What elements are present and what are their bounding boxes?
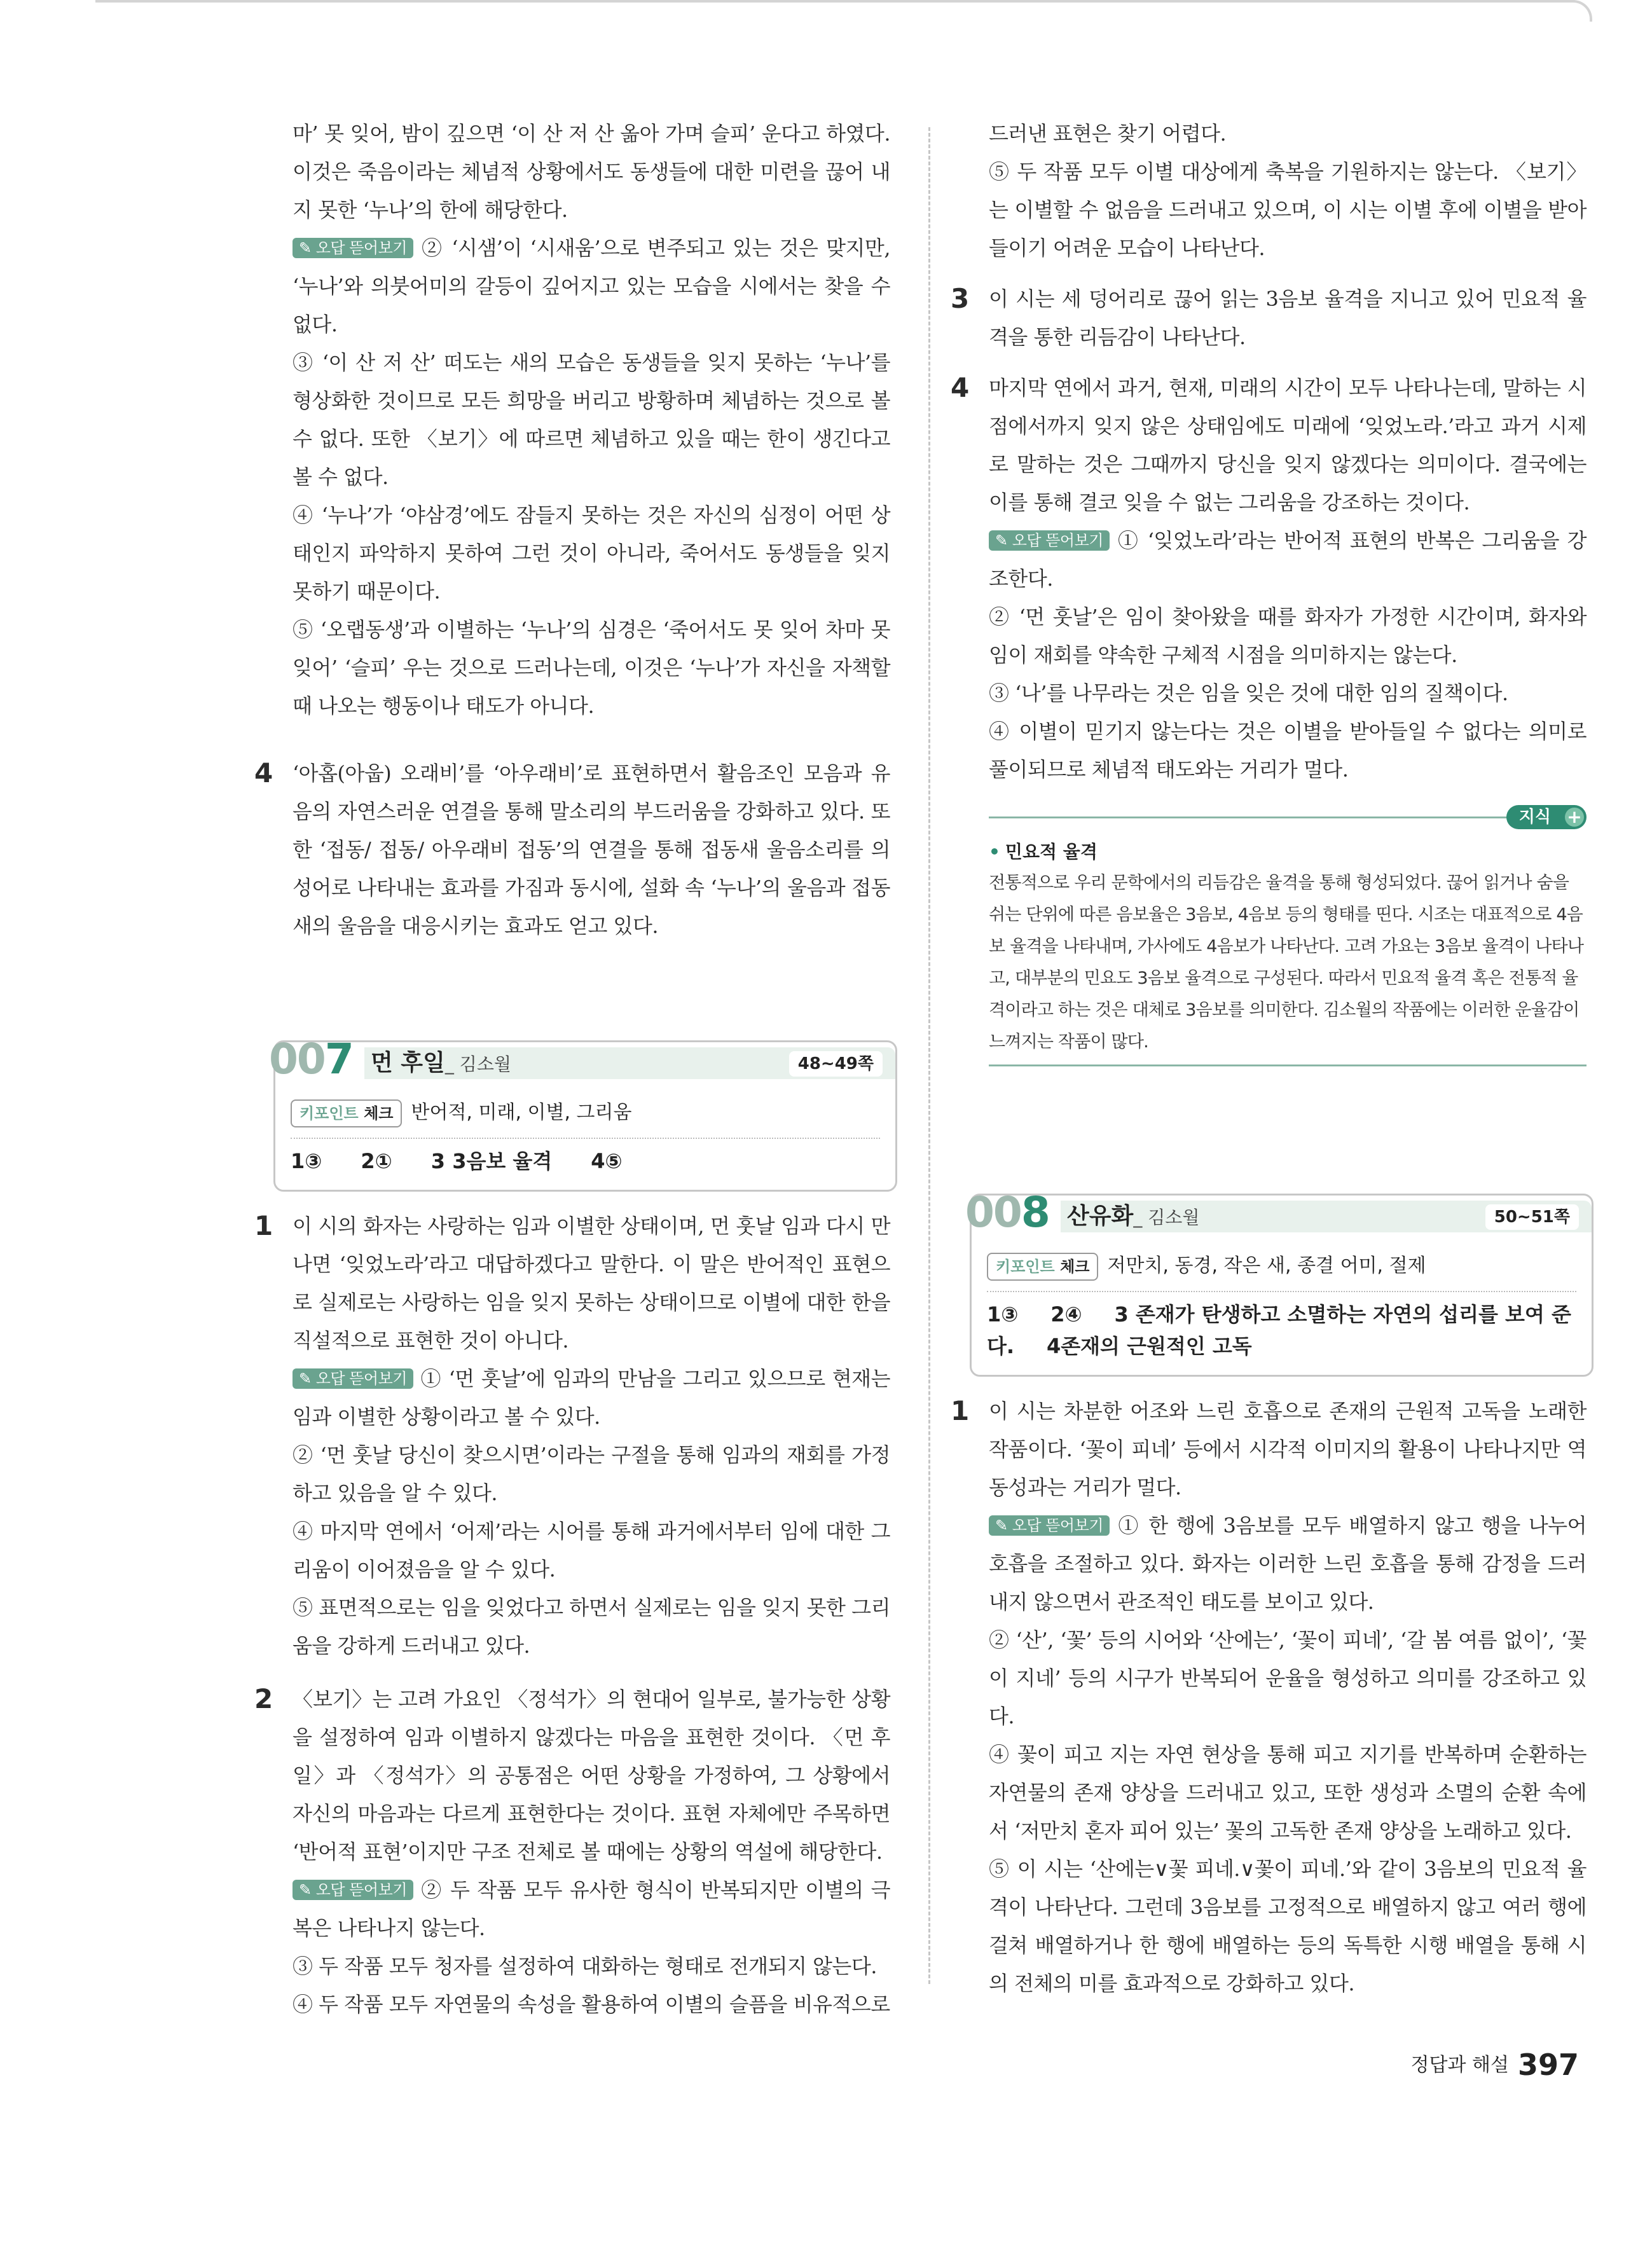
question-number: 1 (951, 1395, 970, 1426)
explanation-5: ⑤ 표면적으로는 임을 잊었다고 하면서 실제로는 임을 잊지 못한 그리움을 강하게 드러내고 있다. (293, 1595, 890, 1658)
page-number: 397 (1517, 2048, 1579, 2082)
answer-text: 이 시는 세 덩어리로 끊어 읽는 3음보 율격을 지니고 있어 민요적 율격을 통한 리듬감이 나타난다. (989, 287, 1587, 349)
explanation-3: ③ ‘나’를 나무라는 것은 임을 잊은 것에 대한 임의 질책이다. (989, 681, 1508, 705)
explanation-2: ② ‘먼 훗날’은 임이 찾아왔을 때를 화자가 가정한 시간이며, 화자와 임이 재회를 약속한 구체적 시점을 의미하지는 않는다. (989, 605, 1587, 667)
right-column (951, 114, 1587, 2002)
keypoint-check (972, 1246, 1592, 1282)
wrong-answer-explanation: ✎ 오답 뜯어보기 ① ‘먼 훗날’에 임과의 만남을 그리고 있으므로 현재는 임과 이별한 상황이라고 볼 수 있다. (293, 1367, 890, 1429)
explanation-3: ③ 두 작품 모두 청자를 설정하여 대화하는 형태로 전개되지 않는다. (293, 1954, 877, 1978)
question-number: 2 (254, 1683, 273, 1714)
question-4-answer (951, 369, 1587, 789)
keywords: 저만치, 동경, 작은 새, 종결 어미, 절제 (1107, 1255, 1426, 1277)
explanation-5: ⑤ 이 시는 ‘산에는∨꽃 피네.∨꽃이 피네.’와 같이 3음보의 민요적 율격이 나타난다. 그런데 3음보를 고정적으로 배열하지 않고 여러 행에 걸쳐 배열하거나 한 행에 배열하는 등의 독특한 시행 배열을 통해 시의 전체의 미를 효과적으로 강화하고 있다. (989, 1857, 1587, 1995)
explanation-2: ② ‘먼 훗날 당신이 찾으시면’이라는 구절을 통해 임과의 재회를 가정하고 있음을 알 수 있다. (293, 1443, 890, 1505)
continued-text: 드러낸 표현은 찾기 어렵다. (989, 121, 1227, 146)
knowledge-box (989, 804, 1587, 1066)
wrong-answer-badge: ✎ 오답 뜯어보기 (293, 1368, 413, 1389)
section-pages: 50~51쪽 (1485, 1204, 1579, 1230)
explanation-5: ⑤ 두 작품 모두 이별 대상에게 축복을 기원하지는 않는다. 〈보기〉는 이별할 수 없음을 드러내고 있으며, 이 시는 이별 후에 이별을 받아들이기 어려운 모습이 나타난다. (989, 160, 1587, 260)
knowledge-title: • 민요적 율격 (989, 841, 1098, 862)
question-1-answer (951, 1392, 1587, 2002)
question-3-answer (951, 280, 1587, 356)
section-008-header (965, 1188, 1593, 1377)
wrong-answer-explanation: ✎ 오답 뜯어보기 ② 두 작품 모두 유사한 형식이 반복되지만 이별의 극복은 나타나지 않는다. (293, 1878, 890, 1940)
wrong-answer-explanation: ✎ 오답 뜯어보기 ① ‘잊었노라’라는 반어적 표현의 반복은 그리움을 강조한다. (989, 528, 1587, 591)
answer-text: 마지막 연에서 과거, 현재, 미래의 시간이 모두 나타나는데, 말하는 시점에서까지 잊지 않은 상태임에도 미래에 ‘잊었노라.’라고 과거 시제로 말하는 것은 그때까지 당신을 잊지 않겠다는 의미이다. 결국에는 이를 통해 결코 잊을 수 없는 그리움을 강조하는 것이다. (989, 376, 1587, 514)
page-frame (95, 0, 1592, 22)
question-number: 3 (951, 283, 970, 314)
keywords: 반어적, 미래, 이별, 그리움 (411, 1101, 632, 1124)
answer-text: 이 시의 화자는 사랑하는 임과 이별한 상태이며, 먼 훗날 임과 다시 만나면 ‘잊었노라’라고 대답하겠다고 말한다. 이 말은 반어적인 표현으로 실제로는 사랑하는 임을 잊지 못하는 상태이므로 이별에 대한 한을 직설적으로 표현한 것이 아니다. (293, 1214, 890, 1353)
page-footer (1411, 2048, 1579, 2082)
answer-text: 〈보기〉는 고려 가요인 〈정석가〉의 현대어 일부로, 불가능한 상황을 설정하여 임과 이별하지 않겠다는 마음을 표현한 것이다. 〈먼 후일〉과 〈정석가〉의 공통점은 어떤 상황을 가정하여, 그 상황에서 자신의 마음과는 다르게 표현한다는 것이다. 표현 자체에만 주목하면 ‘반어적 표현’이지만 구조 전체로 볼 때에는 상황의 역설에 해당한다. (293, 1687, 890, 1864)
section-pages: 48~49쪽 (789, 1051, 883, 1077)
keypoint-check (275, 1093, 895, 1129)
question-number: 1 (254, 1210, 273, 1241)
explanation-5: ⑤ ‘오랩동생’과 이별하는 ‘누나’의 심경은 ‘죽어서도 못 잊어 차마 못 잊어’ ‘슬피’ 우는 것으로 드러나는데, 이것은 ‘누나’가 자신을 자책할 때 나오는 행동이나 태도가 아니다. (293, 617, 890, 718)
question-number: 4 (951, 372, 970, 403)
question-1-answer (254, 1207, 890, 1665)
section-007-header (269, 1035, 897, 1192)
wrong-answer-badge: ✎ 오답 뜯어보기 (293, 238, 413, 258)
answer-text: 이 시는 차분한 어조와 느린 호흡으로 존재의 근원적 고독을 노래한 작품이다. ‘꽃이 피네’ 등에서 시각적 이미지의 활용이 나타나지만 역동성과는 거리가 멀다. (989, 1399, 1587, 1499)
plus-icon: + (1565, 808, 1584, 827)
wrong-answer-badge: ✎ 오답 뜯어보기 (293, 1880, 413, 1900)
question-4-answer (254, 754, 890, 945)
explanation-3: ③ ‘이 산 저 산’ 떠도는 새의 모습은 동생들을 잊지 못하는 ‘누나’를 형상화한 것이므로 모든 희망을 버리고 방황하며 체념하는 것으로 볼 수 없다. 또한 〈보기〉에 따르면 체념하고 있을 때는 한이 생긴다고 볼 수 없다. (293, 350, 890, 489)
answer-text: ‘아홉(아웁) 오래비’를 ‘아우래비’로 표현하면서 활음조인 모음과 유음의 자연스러운 연결을 통해 말소리의 부드러움을 강화하고 있다. 또한 ‘접동/ 접동/ 아우래비 접동’의 연결을 통해 접동새 울음소리를 의성어로 나타내는 효과를 가짐과 동시에, 설화 속 ‘누나’의 울음과 접동새의 울음을 대응시키는 효과도 얻고 있다. (293, 761, 890, 938)
column-divider (928, 127, 930, 1984)
explanation-4: ④ ‘누나’가 ‘야삼경’에도 잠들지 못하는 것은 자신의 심정이 어떤 상태인지 파악하지 못하여 그런 것이 아니라, 죽어서도 동생들을 잊지 못하기 때문이다. (293, 503, 890, 603)
explanation-4: ④ 두 작품 모두 자연물의 속성을 활용하여 이별의 슬픔을 비유적으로 (293, 1992, 890, 2016)
explanation-4: ④ 꽃이 피고 지는 자연 현상을 통해 피고 지기를 반복하며 순환하는 자연물의 존재 양상을 드러내고 있고, 또한 생성과 소멸의 순환 속에서 ‘저만치 혼자 피어 있는’ 꽃의 고독한 존재 양상을 노래하고 있다. (989, 1742, 1587, 1843)
answer-summary: 1③ 2④ 3 존재가 탄생하고 소멸하는 자연의 섭리를 보여 준다. 4존재의 근원적인 고독 (987, 1302, 1571, 1358)
knowledge-tag: 지식 (1506, 805, 1587, 829)
section-title: 먼 후일_ 김소월 (371, 1050, 511, 1076)
explanation-2: ② ‘산’, ‘꽃’ 등의 시어와 ‘산에는’, ‘꽃이 피네’, ‘갈 봄 여름 없이’, ‘꽃이 지네’ 등의 시구가 반복되어 운율을 형성하고 의미를 강조하고 있다. (989, 1628, 1587, 1728)
wrong-answer-badge: ✎ 오답 뜯어보기 (989, 1515, 1110, 1536)
wrong-answer-explanation: ✎ 오답 뜯어보기 ① 한 행에 3음보를 모두 배열하지 않고 행을 나누어 호흡을 조절하고 있다. 화자는 이러한 느린 호흡을 통해 감정을 드러내지 않으면서 관조적인 태도를 보이고 있다. (989, 1513, 1587, 1614)
section-number: 007 (269, 1035, 353, 1084)
section-title: 산유화_ 김소월 (1067, 1203, 1200, 1229)
wrong-answer-badge: ✎ 오답 뜯어보기 (989, 530, 1110, 551)
left-column (254, 114, 890, 2023)
question-2-answer (254, 1680, 890, 2023)
answer-summary: 1③ 2① 3 3음보 율격 4⑤ (291, 1149, 623, 1173)
continued-text: 마’ 못 잊어, 밤이 깊으면 ‘이 산 저 산 옮아 가며 슬피’ 운다고 하였다. 이것은 죽음이라는 체념적 상황에서도 동생들에 대한 미련을 끊어 내지 못한 ‘누나’의 한에 해당한다. (293, 121, 890, 222)
question-number: 4 (254, 757, 273, 789)
keypoint-tag: 키포인트 체크 (291, 1099, 402, 1127)
keypoint-tag: 키포인트 체크 (987, 1253, 1098, 1281)
explanation-4: ④ 마지막 연에서 ‘어제’라는 시어를 통해 과거에서부터 임에 대한 그리움이 이어졌음을 알 수 있다. (293, 1519, 890, 1581)
knowledge-body: 전통적으로 우리 문학에서의 리듬감은 율격을 통해 형성되었다. 끊어 읽거나 숨을 쉬는 단위에 따른 음보율은 3음보, 4음보 등의 형태를 띤다. 시조는 대표적으로 4음보 율격을 나타내며, 가사에도 4음보가 나타난다. 고려 가요는 3음보 율격이 나타나고, 대부분의 민요도 3음보 율격으로 구성된다. 따라서 민요적 율격 혹은 전통적 율격이라고 하는 것은 대체로 3음보를 의미한다. 김소월의 작품에는 이러한 운율감이 느껴지는 작품이 많다. (989, 867, 1587, 1066)
explanation-4: ④ 이별이 믿기지 않는다는 것은 이별을 받아들일 수 없다는 의미로 풀이되므로 체념적 태도와는 거리가 멀다. (989, 719, 1587, 782)
section-number: 008 (965, 1188, 1049, 1237)
wrong-answer-explanation: ✎ 오답 뜯어보기 ② ‘시샘’이 ‘시새움’으로 변주되고 있는 것은 맞지만, ‘누나’와 의붓어미의 갈등이 깊어지고 있는 모습을 시에서는 찾을 수 없다. (293, 236, 890, 336)
footer-label: 정답과 해설 (1410, 2054, 1509, 2076)
